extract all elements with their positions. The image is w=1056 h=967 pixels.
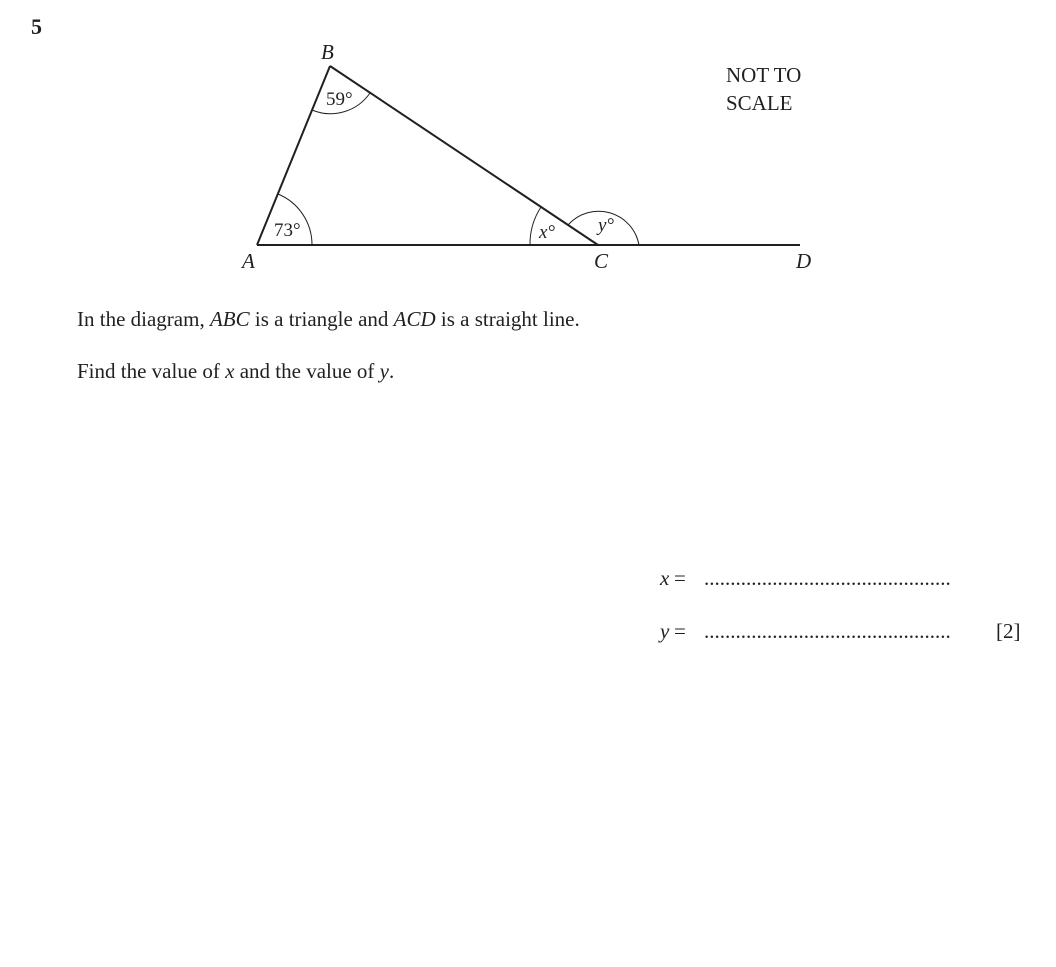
triangle-name: ABC xyxy=(209,307,250,331)
answer-line-x[interactable]: ............................................... xyxy=(704,566,951,590)
question-number: 5 xyxy=(31,14,42,39)
marks-label: [2] xyxy=(996,619,1021,643)
angle-label-y: y° xyxy=(598,215,615,236)
angle-label-b: 59° xyxy=(326,89,353,110)
answer-row-y xyxy=(660,619,951,644)
not-to-scale-line2: SCALE xyxy=(726,91,793,115)
side-bc xyxy=(330,66,598,245)
vertex-label-c: C xyxy=(594,249,609,273)
vertex-label-b: B xyxy=(321,40,334,64)
angle-label-a: 73° xyxy=(274,220,301,241)
var-y: y xyxy=(379,359,389,383)
answer-row-x xyxy=(660,566,951,591)
question-text-line2: Find the value of x and the value of y. xyxy=(77,359,395,383)
answer-line-y[interactable]: ............................................... xyxy=(704,619,951,643)
equals-sign: = xyxy=(674,619,686,643)
equals-sign: = xyxy=(674,566,686,590)
answer-var-x: x xyxy=(660,566,670,590)
line-name: ACD xyxy=(393,307,436,331)
vertex-label-a: A xyxy=(242,249,255,273)
triangle-diagram xyxy=(0,0,1056,290)
answer-var-y: y xyxy=(660,619,670,643)
angle-label-x: x° xyxy=(539,222,556,243)
side-ab xyxy=(257,66,330,245)
question-text-line1: In the diagram, ABC is a triangle and ACD is a straight line. xyxy=(77,307,580,331)
vertex-label-d: D xyxy=(796,249,812,273)
not-to-scale-line1: NOT TO xyxy=(726,63,802,87)
var-x: x xyxy=(225,359,235,383)
